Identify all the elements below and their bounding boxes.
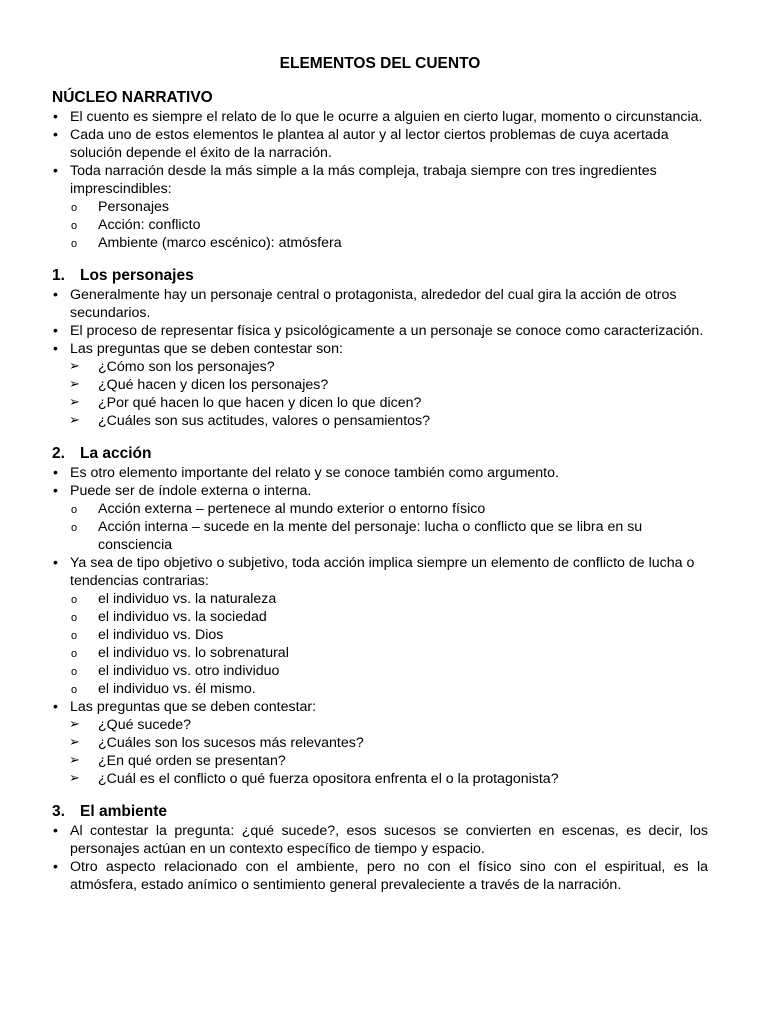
bullet-item (52, 482, 708, 554)
section-title: Los personajes (80, 267, 194, 284)
sub-item: o el individuo vs. lo sobrenatural (52, 644, 708, 662)
bullet-text: Puede ser de índole externa o interna. (70, 483, 312, 499)
section-title: La acción (80, 445, 152, 462)
accion-questions-list (52, 716, 708, 788)
question-item: ➢ ¿Qué hacen y dicen los personajes? (52, 376, 708, 394)
bullet-item: • El proceso de representar física y psicológicamente a un personaje se conoce como caracterización. (52, 322, 708, 340)
sub-item: o Ambiente (marco escénico): atmósfera (52, 234, 708, 252)
question-item: ➢ ¿Cuáles son los sucesos más relevantes? (52, 734, 708, 752)
bullet-item: • Generalmente hay un personaje central o protagonista, alrededor del cual gira la acción de otros secundarios. (52, 286, 708, 322)
bullet-item (52, 162, 708, 252)
sub-item: o el individuo vs. él mismo. (52, 680, 708, 698)
bullet-item (52, 554, 708, 698)
bullet-text: Las preguntas que se deben contestar son: (70, 341, 343, 357)
question-item: ➢ ¿En qué orden se presentan? (52, 752, 708, 770)
bullet-item: • Es otro elemento importante del relato y se conoce también como argumento. (52, 464, 708, 482)
sub-item: o Acción externa – pertenece al mundo exterior o entorno físico (52, 500, 708, 518)
personajes-bullet-list (52, 286, 708, 430)
section-number: 2. (52, 445, 65, 462)
section-heading-personajes (52, 266, 708, 286)
section-title: El ambiente (80, 803, 167, 820)
question-item: ➢ ¿Cómo son los personajes? (52, 358, 708, 376)
document-title: ELEMENTOS DEL CUENTO (279, 55, 481, 72)
question-item: ➢ ¿Por qué hacen lo que hacen y dicen lo que dicen? (52, 394, 708, 412)
section-heading-ambiente (52, 802, 708, 822)
sub-item: o Personajes (52, 198, 708, 216)
accion-tipos-list (52, 500, 708, 554)
bullet-item: • Otro aspecto relacionado con el ambiente, pero no con el físico sino con el espiritual, es la atmósfera, estado anímico o sentimiento general prevaleciente a través de la narración. (52, 858, 708, 894)
bullet-item (52, 340, 708, 430)
sub-item: o el individuo vs. la sociedad (52, 608, 708, 626)
personajes-questions-list (52, 358, 708, 430)
ambiente-bullet-list (52, 822, 708, 894)
section-number: 1. (52, 267, 65, 284)
question-item: ➢ ¿Cuál es el conflicto o qué fuerza opositora enfrenta el o la protagonista? (52, 770, 708, 788)
bullet-text: Las preguntas que se deben contestar: (70, 699, 317, 715)
sub-item: o Acción: conflicto (52, 216, 708, 234)
sub-item: o el individuo vs. Dios (52, 626, 708, 644)
bullet-item: • Al contestar la pregunta: ¿qué sucede?, esos sucesos se convierten en escenas, es decir, los personajes actúan en un contexto específico de tiempo y espacio. (52, 822, 708, 858)
section-number: 3. (52, 803, 65, 820)
question-item: ➢ ¿Cuáles son sus actitudes, valores o pensamientos? (52, 412, 708, 430)
bullet-text: Toda narración desde la más simple a la más compleja, trabaja siempre con tres ingredientes imprescindibles: (70, 163, 657, 197)
nucleo-bullet-list (52, 108, 708, 252)
bullet-item (52, 698, 708, 788)
bullet-item: • Cada uno de estos elementos le plantea al autor y al lector ciertos problemas de cuya acertada solución depende el éxito de la narración. (52, 126, 708, 162)
bullet-text: Ya sea de tipo objetivo o subjetivo, toda acción implica siempre un elemento de conflicto de lucha o tendencias contrarias: (70, 555, 695, 589)
ingredients-list (52, 198, 708, 252)
sub-item: o el individuo vs. la naturaleza (52, 590, 708, 608)
section-heading-accion (52, 444, 708, 464)
accion-bullet-list (52, 464, 708, 788)
sub-item: o Acción interna – sucede en la mente del personaje: lucha o conflicto que se libra en su consciencia (52, 518, 708, 554)
section-heading-nucleo: NÚCLEO NARRATIVO (52, 89, 213, 106)
bullet-item: • El cuento es siempre el relato de lo que le ocurre a alguien en cierto lugar, momento o circunstancia. (52, 108, 708, 126)
conflictos-list (52, 590, 708, 698)
question-item: ➢ ¿Qué sucede? (52, 716, 708, 734)
sub-item: o el individuo vs. otro individuo (52, 662, 708, 680)
